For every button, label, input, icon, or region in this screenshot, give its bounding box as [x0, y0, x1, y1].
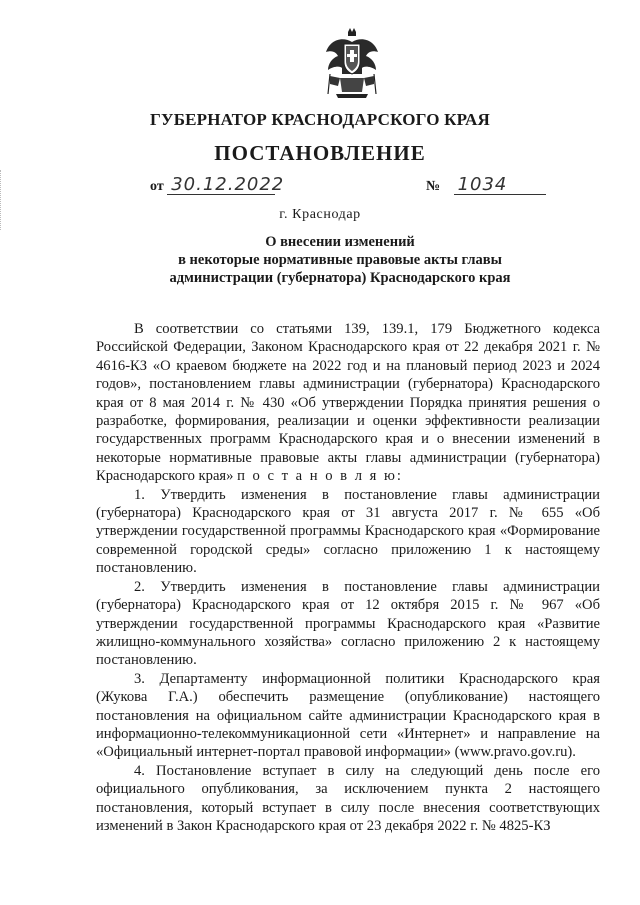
- document-subject: [120, 233, 560, 287]
- coat-of-arms-icon: [322, 28, 382, 100]
- subject-line: О внесении изменений: [265, 234, 415, 250]
- organization-title: ГУБЕРНАТОР КРАСНОДАРСКОГО КРАЯ: [150, 110, 490, 129]
- preamble-text: В соответствии со статьями 139, 139.1, 179 Бюджетного кодекса Российской Федерации, Законом Краснодарского края от 22 декабря 2021 г. № 4616-КЗ «О краевом бюджете на 2022 год и на плановый период 2023 и 2024 годов», постановлением главы администрации (губернатора) Краснодарского края от 8 мая 2014 г. № 430 «Об утверждении Порядка принятия решения о разработке, формирования, реализации и оценки эффективности реализации государственных программ Краснодарского края и о внесении изменений в некоторые нормативные правовые акты главы администрации (губернатора) Краснодарского края»: [96, 321, 600, 485]
- subject-line: администрации (губернатора) Краснодарского края: [169, 270, 511, 286]
- date-prefix: от: [150, 179, 164, 194]
- clause-3: 3. Департаменту информационной политики Краснодарского края (Жукова Г.А.) обеспечить размещение (опубликование) настоящего постановления на официальном сайте администрации Краснодарского края в информационно-телекоммуникационной сети «Интернет» и направление на «Официальный интернет-портал правовой информации» (www.pravo.gov.ru).: [96, 670, 600, 761]
- document-type: ПОСТАНОВЛЕНИЕ: [214, 141, 426, 165]
- resolve-word: п о с т а н о в л я ю:: [237, 468, 403, 485]
- preamble-paragraph: [96, 320, 600, 486]
- clause-2: 2. Утвердить изменения в постановление главы администрации (губернатора) Краснодарского края от 12 октября 2015 г. № 967 «Об утверждении государственной программы Краснодарского края «Развитие жилищно-коммунального хозяйства» согласно приложению 2 к настоящему постановлению.: [96, 578, 600, 669]
- document-body: [96, 320, 600, 835]
- subject-line: в некоторые нормативные правовые акты главы: [178, 252, 502, 268]
- date-value: 30.12.2022: [167, 177, 275, 195]
- clause-1: 1. Утвердить изменения в постановление главы администрации (губернатора) Краснодарского края от 31 августа 2017 г. № 655 «Об утверждении государственной программы Краснодарского края «Формирование современной городской среды» согласно приложению 1 к настоящему постановлению.: [96, 486, 600, 577]
- date-row: [150, 174, 285, 195]
- number-row: [426, 174, 546, 195]
- number-prefix: №: [426, 179, 441, 194]
- clause-4: 4. Постановление вступает в силу на следующий день после его официального опубликования, за исключением пункта 2 настоящего постановления, который вступает в силу после внесения соответствующих изменений в Закон Краснодарского края от 23 декабря 2022 г. № 4825-КЗ: [96, 762, 600, 834]
- city: г. Краснодар: [279, 207, 361, 222]
- number-value: 1034: [454, 177, 546, 195]
